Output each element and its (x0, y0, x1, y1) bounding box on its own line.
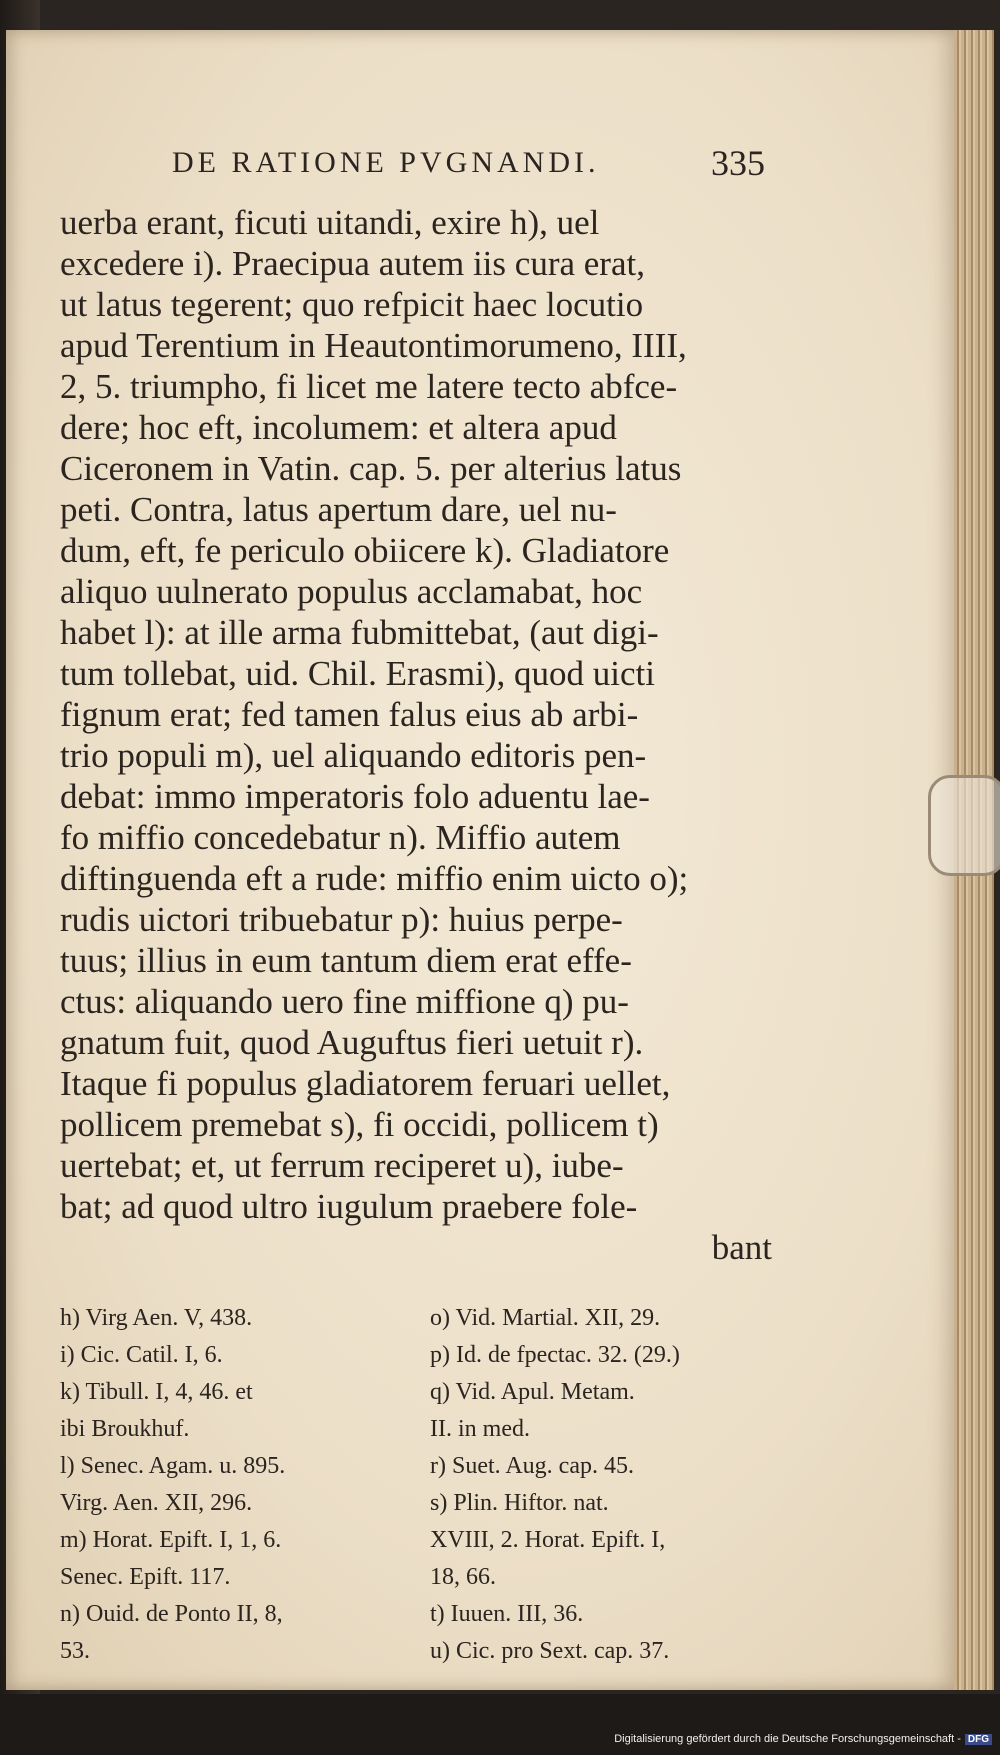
text-line: uerba erant, ficuti uitandi, exire h), uel (60, 203, 600, 242)
footnotes-right-column (430, 1300, 770, 1670)
text-line: debat: immo imperatoris folo aduentu lae- (60, 777, 650, 816)
text-line: fo miffio concedebatur n). Miffio autem (60, 818, 621, 857)
text-line: rudis uictori tribuebatur p): huius perpe- (60, 900, 623, 939)
digitization-credit (614, 1733, 992, 1745)
text-line: trio populi m), uel aliquando editoris pen- (60, 736, 647, 775)
text-line: diftinguenda eft a rude: miffio enim uicto o); (60, 859, 689, 898)
footnote: 18, 66. (430, 1564, 496, 1590)
running-head (6, 142, 954, 192)
footnote: ibi Broukhuf. (60, 1416, 190, 1442)
main-text (60, 202, 772, 1268)
footnote: k) Tibull. I, 4, 46. et (60, 1379, 253, 1405)
text-line: tum tollebat, uid. Chil. Erasmi), quod uicti (60, 654, 655, 693)
footnote: i) Cic. Catil. I, 6. (60, 1342, 223, 1368)
text-line: ctus: aliquando uero fine miffione q) pu- (60, 982, 629, 1021)
footnotes-left-column (60, 1300, 405, 1670)
footnote: t) Iuuen. III, 36. (430, 1601, 584, 1627)
book-page (6, 30, 954, 1690)
footnote: p) Id. de fpectac. 32. (29.) (430, 1342, 680, 1368)
bookmark-clip (928, 775, 1000, 876)
text-line: bat; ad quod ultro iugulum praebere fole- (60, 1187, 638, 1226)
running-head-title: DE RATIONE PVGNANDI. (172, 146, 600, 179)
page-number: 335 (711, 143, 765, 183)
text-line: fignum erat; fed tamen falus eius ab arbi- (60, 695, 639, 734)
text-line: tuus; illius in eum tantum diem erat effe- (60, 941, 632, 980)
text-line: aliquo uulnerato populus acclamabat, hoc (60, 572, 643, 611)
footnote: m) Horat. Epift. I, 1, 6. (60, 1527, 282, 1553)
footnote: Virg. Aen. XII, 296. (60, 1490, 253, 1516)
scan-background (0, 1694, 1000, 1755)
text-line: dum, eft, fe periculo obiicere k). Gladiatore (60, 531, 670, 570)
footnote: h) Virg Aen. V, 438. (60, 1305, 253, 1331)
footnote: XVIII, 2. Horat. Epift. I, (430, 1527, 666, 1553)
dfg-logo: DFG (965, 1734, 992, 1745)
footnote: s) Plin. Hiftor. nat. (430, 1490, 609, 1516)
text-line: uertebat; et, ut ferrum reciperet u), iube- (60, 1146, 624, 1185)
footnote: l) Senec. Agam. u. 895. (60, 1453, 286, 1479)
text-line: 2, 5. triumpho, fi licet me latere tecto abfce- (60, 367, 678, 406)
footnote: n) Ouid. de Ponto II, 8, (60, 1601, 283, 1627)
text-line: habet l): at ille arma fubmittebat, (aut digi- (60, 613, 659, 652)
footnote: Senec. Epift. 117. (60, 1564, 231, 1590)
footnote: 53. (60, 1638, 90, 1664)
footnote: q) Vid. Apul. Metam. (430, 1379, 635, 1405)
text-line: peti. Contra, latus apertum dare, uel nu- (60, 490, 617, 529)
text-line: apud Terentium in Heautontimorumeno, IIII, (60, 326, 687, 365)
text-line: gnatum fuit, quod Auguftus fieri uetuit r). (60, 1023, 644, 1062)
text-line: excedere i). Praecipua autem iis cura erat, (60, 244, 645, 283)
text-line: Itaque fi populus gladiatorem feruari uellet, (60, 1064, 671, 1103)
text-line: dere; hoc eft, incolumem: et altera apud (60, 408, 617, 447)
footnote: u) Cic. pro Sext. cap. 37. (430, 1638, 670, 1664)
footnote: r) Suet. Aug. cap. 45. (430, 1453, 634, 1479)
credit-text: Digitalisierung gefördert durch die Deutsche Forschungsgemeinschaft - (614, 1733, 961, 1745)
footnote: II. in med. (430, 1416, 530, 1442)
text-line: pollicem premebat s), fi occidi, pollicem t) (60, 1105, 659, 1144)
catchword: bant (711, 1228, 772, 1267)
text-line: Ciceronem in Vatin. cap. 5. per alterius latus (60, 449, 682, 488)
text-line: ut latus tegerent; quo refpicit haec locutio (60, 285, 644, 324)
footnote: o) Vid. Martial. XII, 29. (430, 1305, 661, 1331)
